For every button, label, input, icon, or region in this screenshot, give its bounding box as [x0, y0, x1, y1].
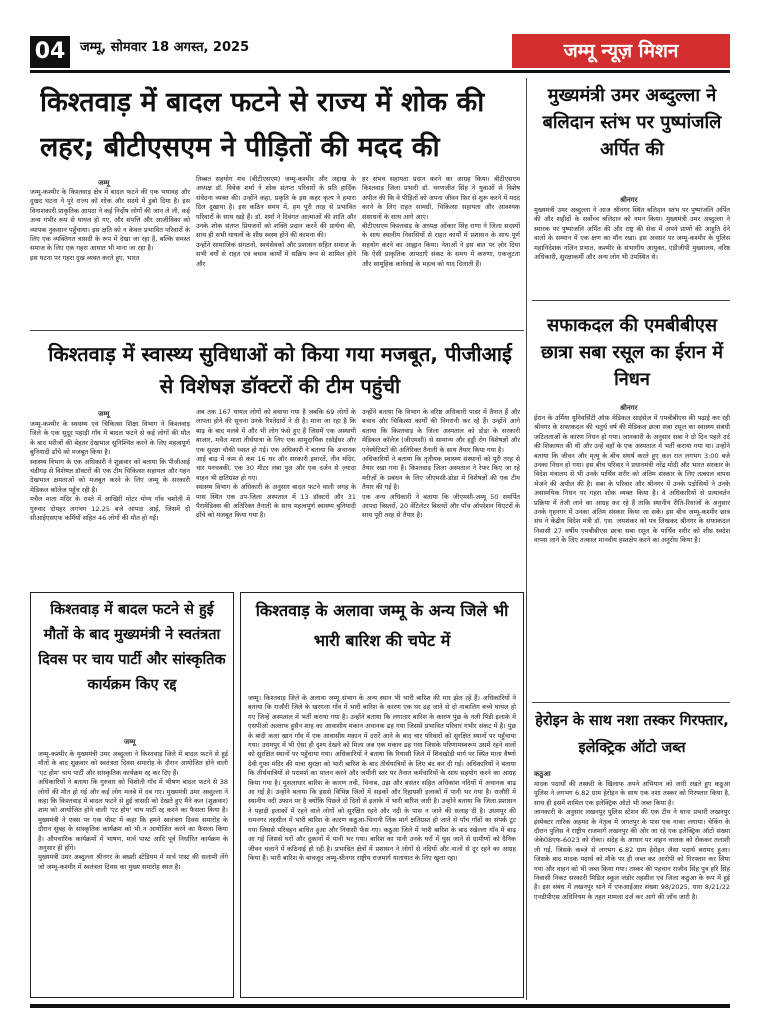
student-body: ईरान के उर्मिया यूनिवर्सिटी ऑफ़ मेडिकल साइंसेज में एमबीबीएस की पढ़ाई कर रही श्रीनगर के सफाकदल की चतुर्थ वर्ष की मेडिकल छात्रा सबा रसूल का स्वास्थ्य संबंधी जटिलताओं के कारण निधन हो गया। जानकारी के अनुसार सबा ने दो दिन पहले दर्द की शिकायत की थी और उन्हें वहाँ के एक अस्पताल में भर्ती कराया गया था। उन्होंने बताया कि जीवन और मृत्यु के बीच संघर्ष करते हुए कल रात लगभग 3:00 बजे उनका निधन हो गया। इस बीच परिवार ने प्रधानमंत्री नरेंद्र मोदी और भारत सरकार के विदेश मंत्रालय से भी उनके पार्थिव शरीर को अंतिम संस्कार के लिए तत्काल वापस भेजने की अपील की है। सबा के परिवार और श्रीनगर में उनके पड़ोसियों ने उनके असामयिक निधन पर गहरा शोक व्यक्त किया है। वे अधिकारियों से प्रत्यावर्तन प्रक्रिया में तेजी लाने का आग्रह कर रहे हैं ताकि स्थानीय रीति-रिवाजों के अनुसार उनके गृहनगर में उनका अंतिम संस्कार किया जा सके। इस बीच जम्मू-कश्मीर छात्र संघ ने केंद्रीय विदेश मंत्री डॉ. एस. जयशंकर को पत्र लिखकर श्रीनगर के सफाकदल निवासी 27 वर्षीय एमबीबीएस छात्रा सबा रसूल के पार्थिव शरीर को शीघ्र स्वदेश वापस लाने के लिए तत्काल मानवीय हस्तक्षेप करने का अनुरोध किया है। [534, 414, 730, 545]
health-headline: किश्तवाड़ में स्वास्थ्य सुविधाओं को किया गया मजबूत, पीजीआई से विशेषज्ञ डॉक्टरों की टीम पहुंची [48, 342, 512, 398]
rain-headline: किश्तवाड़ के अलावा जम्मू के अन्य जिले भी भारी बारिश की चपेट में [255, 601, 509, 650]
health-column-2: अब तक 167 घायल लोगों को बचाया गया है जबकि 69 लोगों के लापता होने की सूचना उनके रिश्तेदारों ने दी है। माना जा रहा है कि बाढ़ के बाद मलबे में और भी लोग फंसे हुए हैं जिसमें एक अस्थायी बाजार, मचैल माता तीर्थयात्रा के लिए एक सामुदायिक रसोईघर और एक सुरक्षा चौकी ध्वस्त हो गई। एक अधिकारी ने बताया कि अचानक आई बाढ़ में कम से कम 16 घर और सरकारी इमारतें, तीन मंदिर, चार पनचक्की, एक 30 मीटर लंबा पुल और एक दर्जन से ज़्यादा वाहन भी क्षतिग्रस्त हो गए। स्वास्थ्य विभाग के अधिकारी के अनुसार बादल फटने वाली जगह के पास स्थित एक उप-जिला अस्पताल में 13 डॉक्टरों और 31 पैरामेडिक्स की अतिरिक्त तैनाती के साथ महत्वपूर्ण स्वास्थ्य बुनियादी ढाँचे को मजबूत किया गया है। [196, 408, 356, 520]
lead-column-2: तिब्बत सहयोग मंच (बीटीएसएम) जम्मू-कश्मीर और लद्दाख के अध्यक्ष डॉ. विवेक शर्मा ने शोक संतप्त परिवारों के प्रति हार्दिक संवेदना व्यक्त की। उन्होंने कहा, प्रकृति के इस कहर कृत्य ने हमारा दिल दुखाया है। इस कठिन समय में, हम पूरी तरह से प्रभावित परिवारों के साथ खड़े हैं। डॉ. शर्मा ने दिवंगत आत्माओं की शांति और उनके शोक संतप्त प्रियजनों को शक्ति प्रदान करने की प्रार्थना की, साथ ही सभी घायलों के शीघ्र स्वस्थ होने की कामना की। उन्होंने सामाजिक संगठनों, स्वयंसेवकों और प्रशासन सहित समाज के सभी वर्गों से राहत एवं बचाव कार्यों में सक्रिय रूप से शामिल होने और [196, 175, 356, 268]
section-rule [532, 300, 730, 301]
lead-byline: जम्मू [98, 179, 110, 187]
lead-headline: किश्तवाड़ में बादल फटने से राज्य में शोक की लहर; बीटीएसएम ने पीड़ितों की मदद की [40, 87, 485, 163]
page-number: 04 [30, 36, 70, 68]
student-byline: श्रीनगर [620, 404, 638, 412]
tea-party-body: जम्मू-कश्मीर के मुख्यमंत्री उमर अब्दुल्ला ने किश्तवाड़ जिले में बादल फटने से हुई मौतों के बाद शुक्रवार को स्वतंत्रता दिवस समारोह के दौरान आयोजित होने वाली 'एट होम' चाय पार्टी और सांस्कृतिक कार्यक्रम रद्द कर दिए हैं। अधिकारियों ने बताया कि गुरुवार को चिशोती गाँव में भीषण बादल फटने से 38 लोगों की मौत हो गई और कई लोग मलबे में दब गए। मुख्यमंत्री उमर अब्दुल्ला ने कहा कि किश्तवाड़ में बादल फटने से हुई त्रासदी को देखते हुए मैंने कल (शुक्रवार) शाम को आयोजित होने वाली 'एट होम' चाय पार्टी रद्द करने का फैसला किया है। मुख्यमंत्री ने एक्स पर एक पोस्ट में कहा कि हमने स्वतंत्रता दिवस समारोह के दौरान सुबह के सांस्कृतिक कार्यक्रम को भी न आयोजित करने का फैसला किया है। औपचारिक कार्यक्रमों में भाषण, मार्च पास्ट आदि पूर्व निर्धारित कार्यक्रम के अनुसार ही होंगे। मुख्यमंत्री उमर अब्दुल्ला श्रीनगर के बख्शी स्टेडियम में मार्च पास्ट की सलामी लेंगे जो जम्मू-कश्मीर में स्वतंत्रता दिवस का मुख्य समारोह स्थल है। [38, 750, 228, 871]
student-headline: सफाकदल की एमबीबीएस छात्रा सबा रसूल का ईरान में निधन [540, 315, 724, 390]
top-rule [30, 70, 730, 73]
tea-party-byline: जम्मू [124, 738, 136, 746]
drugs-headline: हेरोइन के साथ नशा तस्कर गिरफ्तार, इलेक्ट्रिक ऑटो जब्त [535, 713, 729, 756]
brand-logo: जम्मू न्यूज़ मिशन [512, 34, 730, 68]
masthead [0, 0, 758, 68]
section-rule [30, 330, 524, 331]
drugs-body: मादक पदार्थों की तस्करी के खिलाफ अपने अभियान को जारी रखते हुए कठुआ पुलिस ने लगभग 6.82 ग्राम हेरोइन के साथ एक नशा तस्कर को गिरफ्तार किया है, साथ ही इसमें शामिल एक इलेक्ट्रिक ऑटो भी जब्त किया है। जानकारी के अनुसार लखनपुर पुलिस स्टेशन की एक टीम ने थाना प्रभारी लखनपुर इंस्पेक्टर तारिक अहमद के नेतृत्व में जगतपुर के पास एक नाका लगाया। चेकिंग के दौरान पुलिस ने राष्ट्रीय राजमार्ग लखनपुर की ओर जा रहे एक इलेक्ट्रिक ऑटो संख्या जेके08एफ-6023 को रोका। संदेह के आधार पर वाहन चालक को रोककर तलाशी ली गई, जिसके कब्जे से लगभग 6.82 ग्राम हेरोइन जैसा पदार्थ बरामद हुआ। जिसके बाद मादक पदार्थ को मौके पर ही जब्त कर आरोपी को गिरफ्तार कर लिया गया और वाहन को भी जब्त किया गया। तस्कर की पहचान राजीव सिंह पुत्र हरि सिंह निवासी निकट सरकारी मिडिल स्कूल जंडोर तहसील एवं जिला कठुआ के रूप में हुई है। इस संबंध में लखनपुर थाने में एफआईआर संख्या 98/2025, धारा 8/21/22 एनडीपीएस अधिनियम के तहत मामला दर्ज कर आगे की जाँच जारी है। [534, 780, 730, 901]
column-rule [526, 78, 527, 1000]
health-column-3: उन्होंने बताया कि विभाग के वरिष्ठ अधिकारी पाडर में तैनात हैं और बचाव और चिकित्सा कार्यों की निगरानी कर रहे हैं। उन्होंने आगे बताया कि किश्तवाड़ के जिला अस्पताल को डोडा के सरकारी मेडिकल कॉलेज (जीएमसी) से सामान्य और हड्डी रोग विशेषज्ञों और एनेस्थेटिस्टों की अतिरिक्त तैनाती के साथ तैयार किया गया है। अधिकारियों ने बताया कि तृतीयक स्वास्थ्य संस्थानों को पूरी तरह से तैयार रखा गया है। किश्तवाड़ जिला अस्पताल ने रेफर किए जा रहे मरीज़ों के प्रबंधन के लिए जीएमसी-डोडा में विशेषज्ञों की एक टीम तैयार की गई है। एक अन्य अधिकारी ने बताया कि जीएमसी-जम्मू 50 समर्पित आपदा बिस्तरों, 20 वेंटिलेटर बिस्तरों और पाँच ऑपरेशन थिएटरों के साथ पूरी तरह से तैयार है। [362, 408, 520, 520]
dateline: जम्मू, सोमवार 18 अगस्त, 2025 [80, 40, 250, 55]
rain-body: जम्मू। किश्तवाड़ जिले के अलावा जम्मू संभाग के अन्य स्थान भी भारी बारिश की मार झेल रहे हैं। अधिकारियों ने बताया कि राजौरी जिले के खरगला गाँव में भारी बारिश के कारण एक घर ढह जाने से दो नाबालिग बच्चे घायल हो गए जिन्हें अस्पताल में भर्ती कराया गया है। उन्होंने बताया कि लगातार बारिश के कारण पुंछ के नली पिंडी इलाके में एसपीओ अल्ताफ हुसैन शाह का आवासीय मकान अचानक ढह गया जिससे प्रभावित परिवार गंभीर संकट में है। पुंछ के बांदी कला खान गाँव में एक आवासीय मकान में दरारें आने के बाद चार परिवारों को सुरक्षित स्थानों पर पहुँचाया गया। उधमपुर में भी ऐसा ही दृश्य देखने को मिला जब एक मकान ढह गया जिसके परिणामस्वरूप उसमें रहने वालों को सुरक्षित स्थानों पर पहुँचाया गया। अधिकारियों ने बताया कि रियासी जिले में शिवखोड़ी मार्ग पर स्थित माता वैष्णो देवी गुफा मंदिर की यात्रा सुरक्षा को भारी बारिश के बाद तीर्थयात्रियों के लिए बंद कर दी गई। अधिकारियों ने बताया कि तीर्थयात्रियों से परामर्श का पालन करने और जमीनी स्तर पर तैनात कर्मचारियों के साथ सहयोग करने का आग्रह किया गया है। मुसलाधार बारिश के कारण तवी, चिनाब, उझ और बसंतर सहित अधिकांश नदियों में अचानक बाढ़ आ गई है। उन्होंने बताया कि इससे विभिन्न जिलों में सड़कों और रिहायशी इलाकों में पानी भर गया है। राजौरी में स्थानीय नदी उफान पर है क्योंकि पिछले दो दिनों से इलाके में भारी बारिश जारी है। उन्होंने बताया कि जिला प्रशासन ने पहाड़ी इलाकों में रहने वाले लोगों को सुरक्षित रहने और नदी के पास न जाने की सलाह दी है। उधमपुर की रामनगर तहसील में भारी बारिश के कारण कठुआ-चिनानी लिंक मार्ग क्षतिग्रस्त हो जाने से पाँच गाँवों का संपर्क टूट गया जिससे परिवहन बाधित हुआ और निवासी फँस गए। कठुआ जिले में भारी बारिश के बाद रखेल्ला गाँव में बाढ़ आ गई जिससे घरों और दुकानों में पानी भर गया। बारिश का पानी उनके घरों में घुस जाने से ग्रामीणों को दैनिक जीवन चलाने में कठिनाई हो रही है। प्रभावित क्षेत्रों में प्रशासन ने लोगों से नदियों और नालों से दूर रहने का आग्रह किया है। भारी बारिश के बावजूद जम्मू-श्रीनगर राष्ट्रीय राजमार्ग यातायात के लिए खुला रहा। [248, 694, 516, 862]
cm-tribute-body: मुख्यमंत्री उमर अब्दुल्ला ने आज श्रीनगर स्थित बलिदान स्तंभ पर पुष्पांजलि अर्पित की और शहीदों के सर्वोच्च बलिदान को नमन किया। मुख्यमंत्री उमर अब्दुल्ला ने स्मारक पर पुष्पांजलि अर्पित की और राष्ट्र की सेवा में अपने प्राणों की आहुति देने वालों के सम्मान में एक क्षण का मौन रखा। इस अवसर पर जम्मू-कश्मीर के पुलिस महानिदेशक नलिन प्रभात, कश्मीर के संभागीय आयुक्त, एडीजीपी मुख्यालय, वरिष्ठ अधिकारी, सुरक्षाकर्मी और अन्य लोग भी उपस्थित थे। [534, 206, 730, 262]
cm-tribute-headline: मुख्यमंत्री उमर अब्दुल्ला ने बलिदान स्तंभ पर पुष्पांजलि अर्पित की [542, 85, 722, 160]
health-byline: जम्मू [98, 410, 110, 418]
section-rule [532, 702, 730, 703]
lead-column-3: हर संभव सहायता प्रदान करने का आग्रह किया। बीटीएसएम किश्तवाड़ जिला प्रभारी डॉ. चरणजीत सिंह ने युवाओं से विशेष अपील की कि वे पीड़ितों को अपना जीवन फिर से शुरू करने में मदद करने के लिए राहत सामग्री, चिकित्सा सहायता और आवश्यक संसाधनों के साथ आगे आएं। बीटीएसएम किश्तवाड़ के अध्यक्ष ओंकार सिंह राणा ने जिला सदस्यों के साथ स्थानीय निवासियों से राहत कार्यों में प्रशासन के साथ पूर्ण सहयोग करने का आह्वान किया। नेताओं ने इस बात पर ज़ोर दिया कि ऐसी प्राकृतिक आपदाएँ संकट के समय में करुणा, एकजुटता और सामूहिक कार्रवाई के महत्व को याद दिलाती हैं। [362, 175, 520, 268]
health-column-1: जम्मू-कश्मीर के स्वास्थ्य एवं चिकित्सा शिक्षा विभाग ने किश्तवाड़ जिले के एक सुदूर पहाड़ी गाँव में बादल फटने से कई लोगों की मौत के बाद मरीजों की बेहतर देखभाल सुनिश्चित करने के लिए महत्वपूर्ण बुनियादी ढाँचे को मजबूत किया है। स्वास्थ्य विभाग के एक अधिकारी ने शुक्रवार को बताया कि पीजीआई चंडीगढ़ से विशेषज्ञ डॉक्टरों की एक टीम चिकित्सा सहायता और गहन देखभाल क्षमताओं को मजबूत करने के लिए जम्मू के सरकारी मेडिकल कॉलेज पहुँच रही है। मचैल माता मंदिर के रास्ते में आखिरी मोटर योग्य गाँव चशोती में गुरुवार दोपहर लगभग 12.25 बजे आपदा आई, जिसमें दो सीआईएसएफ कर्मियों सहित 46 लोगों की मौत हो गई। [30, 420, 190, 523]
cm-tribute-byline: श्रीनगर [620, 196, 638, 204]
footer-rule [30, 1004, 730, 1008]
drugs-byline: कठुआ [534, 770, 551, 778]
lead-column-1: जम्मू-कश्मीर के किश्तवाड़ क्षेत्र में बादल फटने की एक भयावह और दुखद घटना ने पूरे राज्य को शोक और सदमे में डुबो दिया है। इस विनाशकारी प्राकृतिक आपदा ने कई निर्दोष लोगों की जान ले ली, कई अन्य गंभीर रूप से घायल हो गए, और संपत्ति और आजीविका को व्यापक नुकसान पहुँचाया। इस क्षति को न केवल प्रभावित परिवारों के लिए एक व्यक्तिगत त्रासदी के रूप में देखा जा रहा है, बल्कि समस्त समाज के लिए एक गहरा आघात भी माना जा रहा है। इस घटना पर गहरा दुख व्यक्त करते हुए, भारत [30, 188, 190, 262]
tea-party-headline: किश्तवाड़ में बादल फटने से हुई मौतों के बाद मुख्यमंत्री ने स्वतंत्रता दिवस पर चाय पार्टी और सांस्कृतिक कार्यक्रम किए रद्द [38, 602, 226, 693]
